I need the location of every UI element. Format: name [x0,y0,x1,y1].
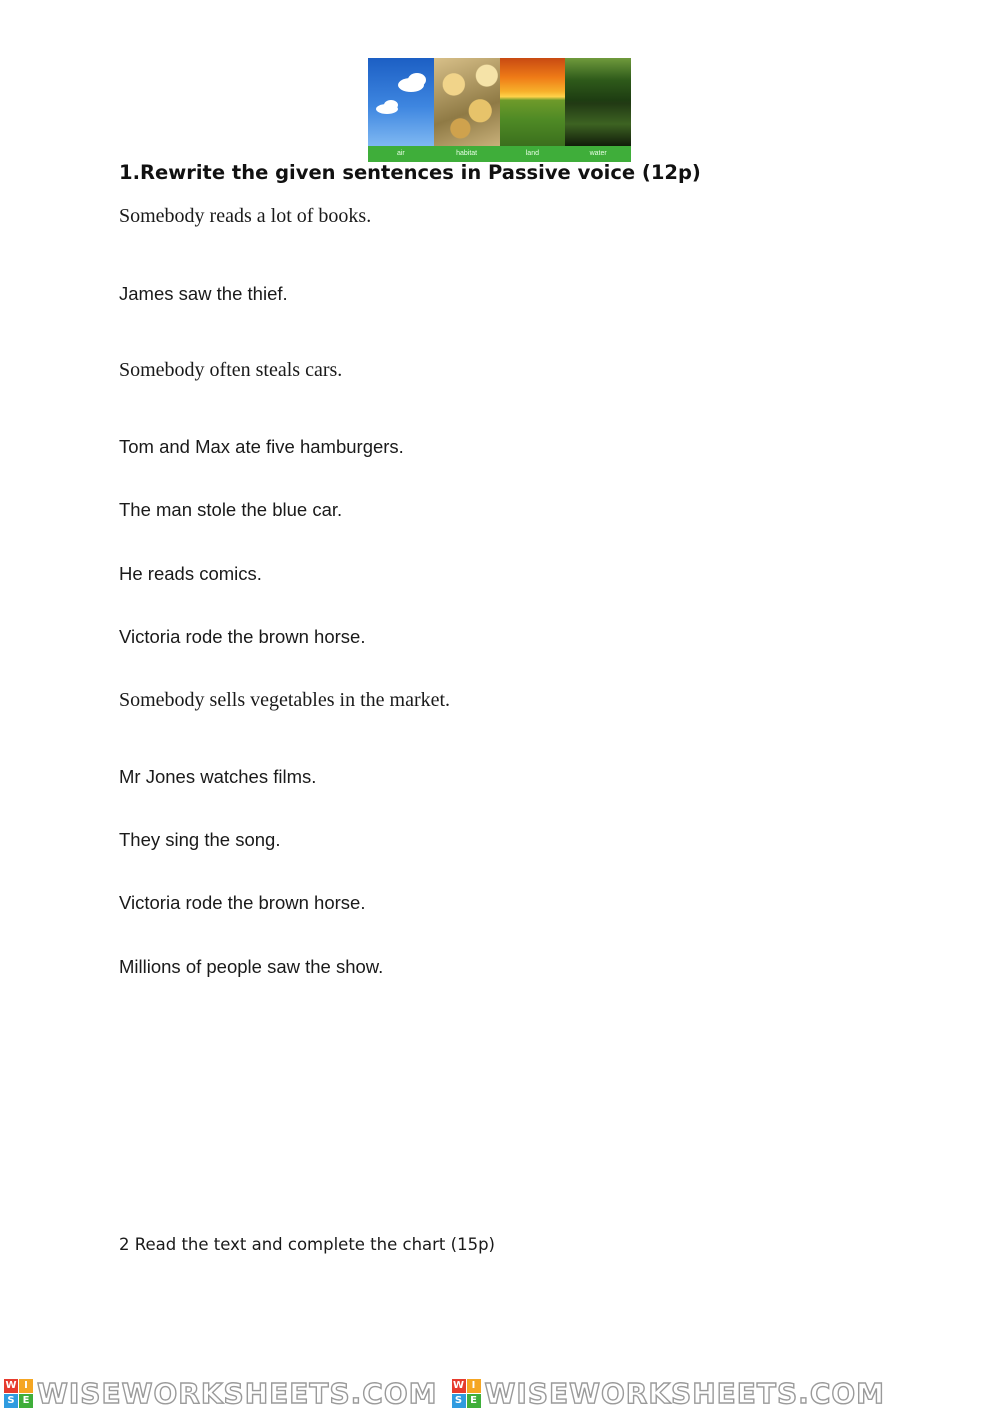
banner-caption-habitat: habitat [434,146,500,162]
sentence-9: Mr Jones watches films. [119,766,317,787]
sentence-7: Victoria rode the brown horse. [119,626,366,647]
watermark-text: WISEWORKSHEETS.COM [37,1376,438,1410]
sky-picture [368,58,434,146]
banner-panel-air [368,58,434,162]
exercise-2-heading: 2 Read the text and complete the chart (15p) [119,1235,495,1254]
banner-panel-water [565,58,631,162]
sentence-8: Somebody sells vegetables in the market. [119,689,451,711]
watermark-logo-icon: W I S E [4,1379,33,1408]
sentence-1: Somebody reads a lot of books. [119,205,372,227]
sentence-12: Millions of people saw the show. [119,956,384,977]
sentence-11: Victoria rode the brown horse. [119,892,366,913]
sentence-10: They sing the song. [119,829,281,850]
watermark-repeat [452,1377,886,1410]
sentence-2: James saw the thief. [119,283,288,304]
sentence-5: The man stole the blue car. [119,499,343,520]
banner-panel-habitat [434,58,500,162]
watermark [4,1377,438,1410]
sentence-6: He reads comics. [119,563,262,584]
header-banner-image [368,58,631,162]
tree-canopy-picture [434,58,500,146]
forest-lake-picture [565,58,631,146]
banner-caption-water: water [565,146,631,162]
banner-caption-air: air [368,146,434,162]
banner-panel-land [500,58,566,162]
watermark-text: WISEWORKSHEETS.COM [484,1376,886,1410]
sentence-4: Tom and Max ate five hamburgers. [119,436,404,457]
banner-caption-land: land [500,146,566,162]
exercise-1-heading: 1.Rewrite the given sentences in Passive voice (12p) [119,161,701,184]
sentence-3: Somebody often steals cars. [119,359,343,381]
sunset-field-picture [500,58,566,146]
watermark-logo-icon: W I S E [452,1379,481,1408]
watermark-footer [0,1373,1000,1413]
